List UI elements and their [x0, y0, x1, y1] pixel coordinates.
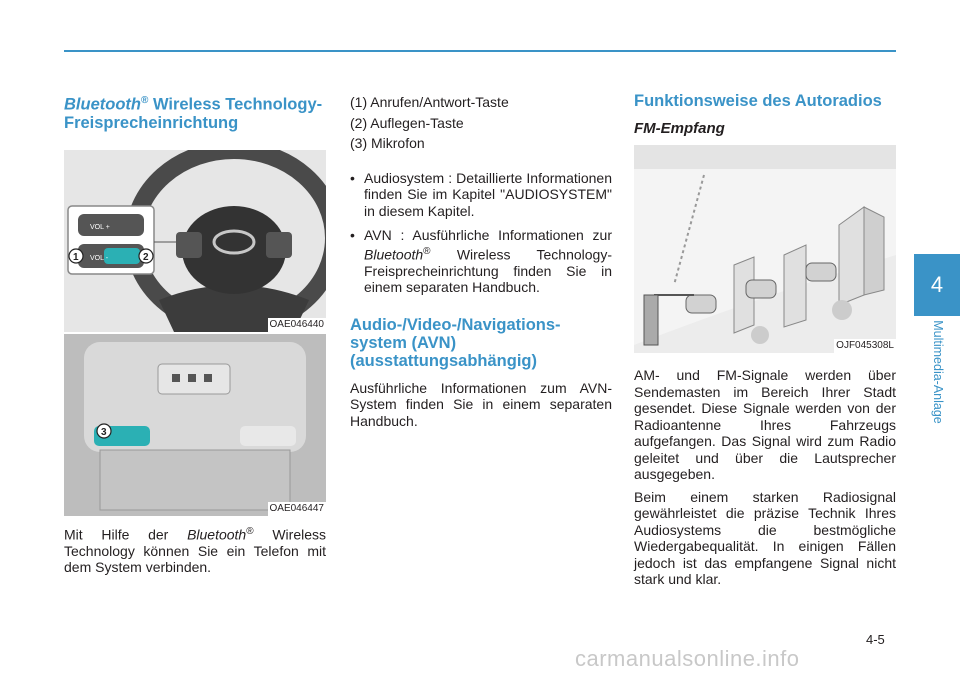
- paragraph-fm-2: Beim einem starken Radiosignal gewährleistet die präzise Technik Ihres Audiosystems die bestmögliche Wiedergabequalität. In einigen Fällen jedoch ist das empfangene Signal nicht stark und klar.: [634, 488, 896, 587]
- subheading-fm: FM-Empfang: [634, 120, 725, 137]
- callout-3: 3: [101, 426, 107, 438]
- chapter-tab: 4: [914, 254, 960, 316]
- heading-radio: Funktionsweise des Autoradios: [634, 92, 882, 110]
- control-list: [350, 94, 612, 152]
- bullet-avn: • AVN : Ausführliche Informationen zur Bluetooth® Wireless Technology-Freisprecheinrichtung finden Sie in einem separaten Handbuch.: [350, 227, 612, 296]
- ceiling-console-illustration: [64, 334, 326, 516]
- list-item: (1) Anrufen/Antwort-Taste: [350, 94, 509, 110]
- heading-avn: Audio-/Video-/Navigations-system (AVN) (ausstattungsabhängig): [350, 315, 561, 370]
- header-rule: [64, 50, 896, 52]
- steering-wheel-illustration: [64, 150, 326, 332]
- vol-down-label: VOL -: [90, 254, 109, 262]
- watermark: carmanualsonline.info: [575, 646, 800, 671]
- figure-code: OAE046440: [269, 318, 324, 330]
- column-radio: [634, 92, 896, 588]
- paragraph-avn: Ausführliche Informationen zum AVN-System finden Sie in einem separaten Handbuch.: [350, 379, 612, 429]
- paragraph-bluetooth: Mit Hilfe der Bluetooth® Wireless Technology können Sie ein Telefon mit dem System verbinden.: [64, 525, 326, 576]
- bullet-audiosystem: • Audiosystem : Detaillierte Informationen finden Sie im Kapitel "AUDIOSYSTEM" in diesem Kapitel.: [350, 169, 612, 219]
- callout-1: 1: [73, 251, 79, 263]
- page-number: 4-5: [866, 632, 885, 647]
- heading-bluetooth: Bluetooth® Wireless Technology-Freisprecheinrichtung: [64, 95, 323, 132]
- fm-reception-illustration: [634, 145, 896, 353]
- figure-microphone: [64, 334, 326, 516]
- callout-2: 2: [143, 251, 149, 263]
- paragraph-fm-1: AM- und FM-Signale werden über Sendemasten im Bereich Ihrer Stadt gesendet. Diese Signale werden von der Radioantenne Ihres Fahrzeugs aufgefangen. Das Signal wird zum Radio geleitet und über die Lautsprecher ausgegeben.: [634, 367, 896, 482]
- chapter-label: Multimedia-Anlage: [931, 320, 945, 424]
- figure-steering-wheel: [64, 150, 326, 332]
- list-item: (3) Mikrofon: [350, 135, 425, 151]
- figure-code: OAE046447: [269, 502, 324, 514]
- list-item: (2) Auflegen-Taste: [350, 114, 464, 131]
- figure-code: OJF045308L: [836, 340, 894, 351]
- vol-up-label: VOL +: [90, 223, 110, 231]
- column-bluetooth: [64, 92, 326, 576]
- column-controls: [350, 94, 612, 429]
- figure-fm-reception: [634, 145, 896, 353]
